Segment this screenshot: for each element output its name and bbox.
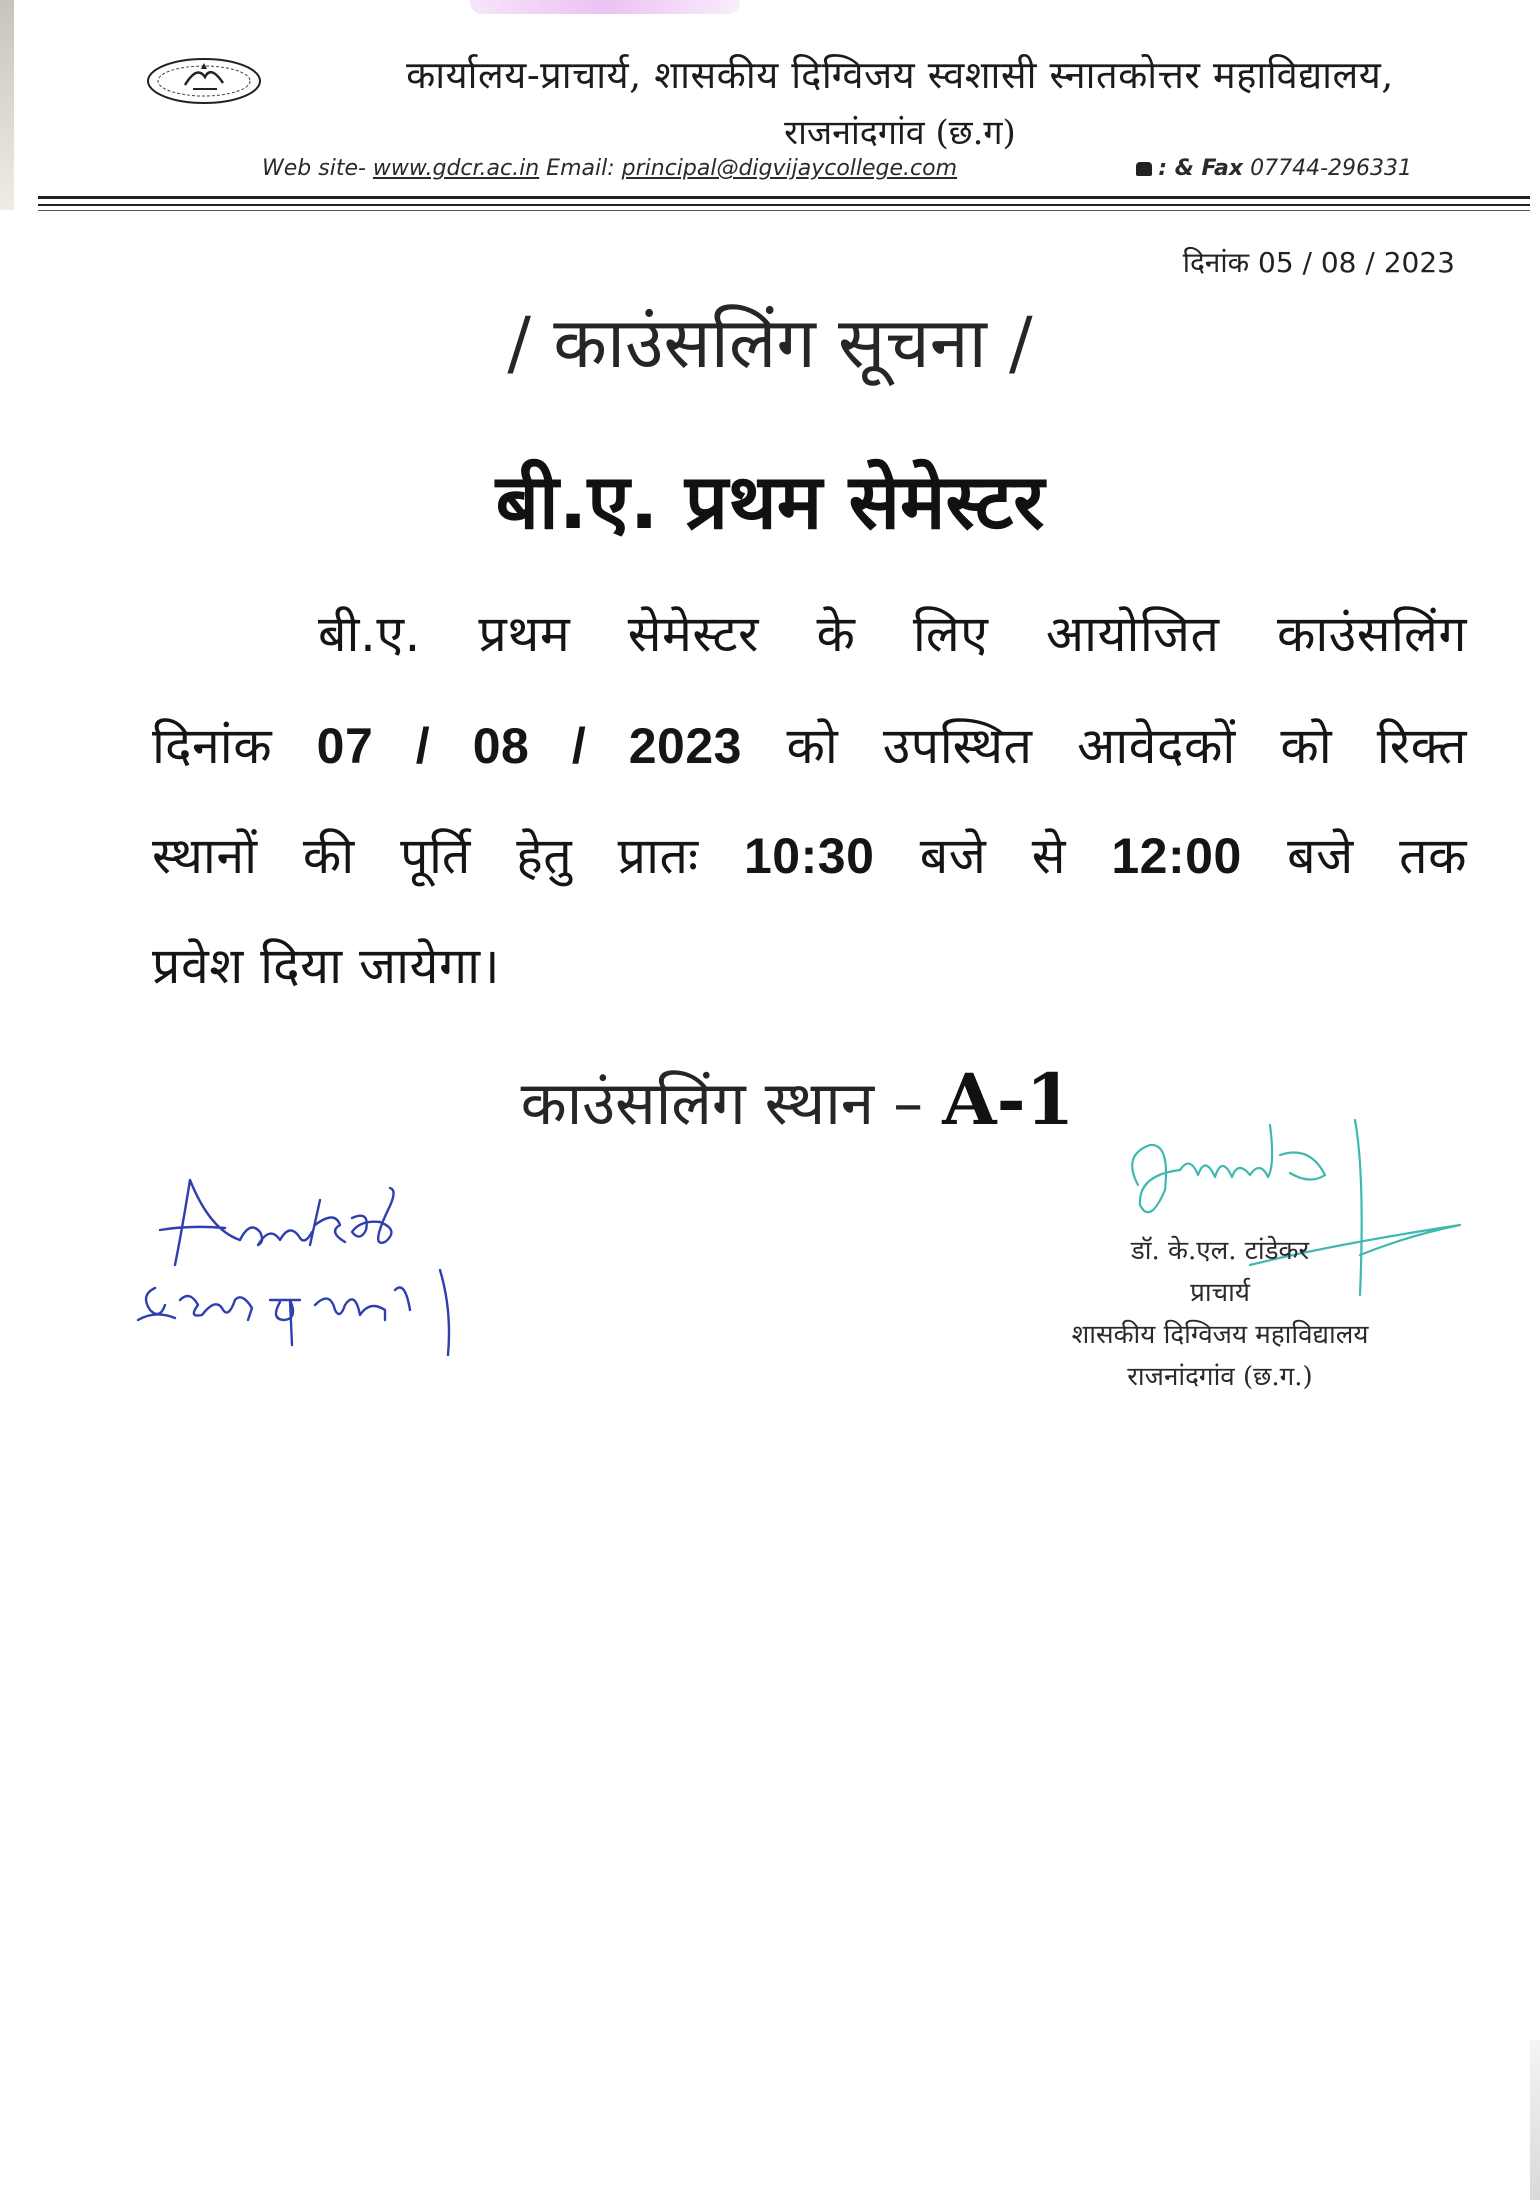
office-title: कार्यालय-प्राचार्य, शासकीय दिग्विजय स्वशासी स्नातकोत्तर महाविद्यालय,: [406, 53, 1394, 97]
fax-number: 07744-296331: [1250, 156, 1412, 181]
website-group: [262, 156, 957, 181]
time-suffix: बजे तक: [1287, 827, 1467, 885]
fax-group: [1136, 156, 1412, 181]
website-link[interactable]: www.gdcr.ac.in: [372, 156, 540, 181]
time-mid: बजे से: [919, 827, 1067, 885]
notice-date: दिनांक 05 / 08 / 2023: [1182, 246, 1455, 279]
website-label: Web site-: [262, 156, 366, 181]
coordinator-signature: [130, 1170, 470, 1370]
notice-title: / काउंसलिंग सूचना /: [507, 302, 1033, 384]
principal-institution: शासकीय दिग्विजय महाविद्यालय: [1071, 1320, 1369, 1350]
start-time: 10:30: [744, 828, 875, 884]
venue-label: काउंसलिंग स्थान –: [520, 1069, 924, 1139]
scan-edge-right: [1530, 2040, 1540, 2200]
notice-body-line: [152, 820, 1467, 888]
college-emblem-icon: [145, 55, 263, 107]
counselling-date: 07 / 08 / 2023: [316, 718, 742, 774]
fax-label: : & Fax: [1158, 156, 1244, 181]
letterhead-divider: [38, 204, 1530, 206]
principal-designation: प्राचार्य: [1190, 1278, 1250, 1308]
letterhead-divider: [38, 196, 1530, 199]
email-link[interactable]: principal@digvijaycollege.com: [621, 156, 958, 181]
contact-line: [262, 156, 1412, 181]
notice-body-line: बी.ए. प्रथम सेमेस्टर के लिए आयोजित काउंसलिंग: [318, 605, 1467, 663]
notice-body-line: प्रवेश दिया जायेगा।: [152, 937, 501, 995]
notice-subtitle: बी.ए. प्रथम सेमेस्टर: [495, 457, 1045, 546]
phone-icon: [1136, 162, 1152, 176]
scan-edge-left: [0, 0, 14, 210]
office-city: राजनांदगांव (छ.ग): [784, 113, 1016, 153]
notice-body-line: [152, 710, 1467, 778]
date-suffix: को उपस्थित आवेदकों को रिक्त: [786, 717, 1467, 775]
time-prefix: स्थानों की पूर्ति हेतु प्रातः: [152, 827, 699, 885]
scan-stain: [470, 0, 740, 14]
principal-name: डॉ. के.एल. टांडेकर: [1130, 1236, 1310, 1266]
email-label: Email:: [546, 156, 615, 181]
principal-place: राजनांदगांव (छ.ग.): [1127, 1362, 1313, 1392]
end-time: 12:00: [1111, 828, 1242, 884]
date-prefix: दिनांक: [152, 717, 273, 775]
letterhead-divider: [38, 210, 1530, 211]
principal-block: [990, 1230, 1450, 1398]
venue-code: A-1: [942, 1058, 1075, 1141]
